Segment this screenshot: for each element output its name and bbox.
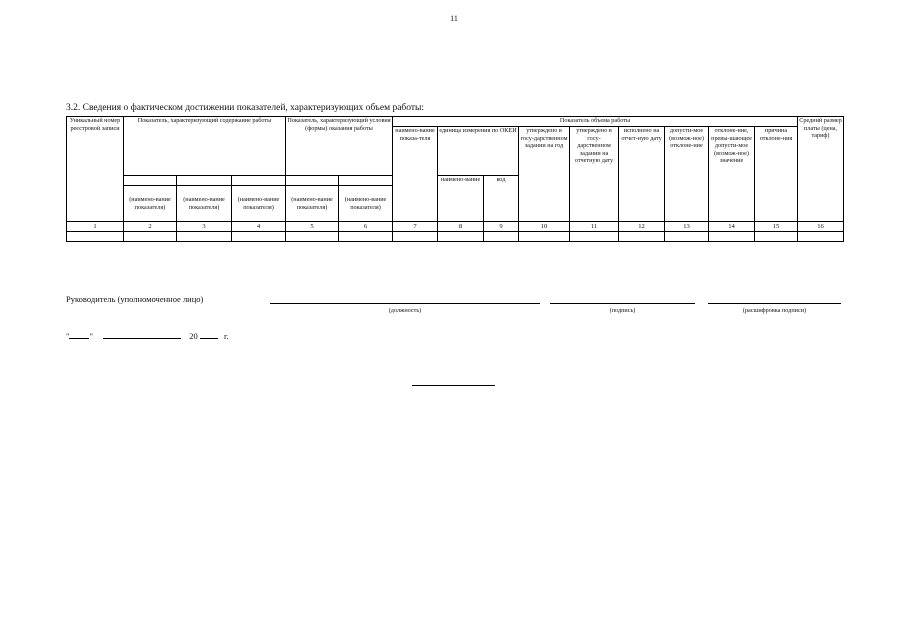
header-approved-report-date: утверждено в госу-дарственном задании на отчетную дату xyxy=(570,127,619,222)
column-number: 8 xyxy=(438,222,484,232)
date-line xyxy=(66,330,229,341)
column-number: 10 xyxy=(519,222,570,232)
table-row xyxy=(67,232,844,242)
page-number: 11 xyxy=(450,14,458,23)
decoding-line[interactable] xyxy=(708,303,841,304)
spacer-cell xyxy=(286,176,339,186)
year-prefix: 20 xyxy=(189,331,198,341)
header-unit-code: код xyxy=(484,176,519,222)
header-allowed-deviation: допусти-мое (возмож-ное) отклоне-ние xyxy=(665,127,709,222)
section-title: 3.2. Сведения о фактическом достижении показателей, характеризующих объем работы: xyxy=(66,103,425,113)
header-sub-indicator: (наимено-вание показателя) xyxy=(339,186,393,222)
header-sub-indicator: (наимено-вание показателя) xyxy=(232,186,286,222)
header-exceeding-deviation: отклоне-ние, превы-шающее допусти-мое (возмож-ное) значение xyxy=(709,127,755,222)
column-number: 1 xyxy=(67,222,124,232)
year-suffix: г. xyxy=(223,331,229,341)
data-cell[interactable] xyxy=(286,232,339,242)
header-deviation-reason: причина отклоне-ния xyxy=(755,127,798,222)
data-cell[interactable] xyxy=(709,232,755,242)
header-content-indicator: Показатель, характеризующий содержание работы xyxy=(124,117,286,176)
header-sub-indicator: (наимено-вание показателя) xyxy=(124,186,177,222)
header-unit-name: наимено-вание xyxy=(438,176,484,222)
data-cell[interactable] xyxy=(619,232,665,242)
data-cell[interactable] xyxy=(177,232,232,242)
data-cell[interactable] xyxy=(438,232,484,242)
quote-open: " xyxy=(66,331,70,341)
bottom-rule xyxy=(412,385,495,386)
data-cell[interactable] xyxy=(484,232,519,242)
header-registry-number: Уникальный номер реестровой записи xyxy=(67,117,124,222)
header-average-fee: Средний размер платы (цена, тариф) xyxy=(798,117,844,222)
spacer-cell xyxy=(177,176,232,186)
decoding-caption: (расшифровка подписи) xyxy=(742,307,807,314)
header-conditions-indicator: Показатель, характеризующий условия (формы) оказания работы xyxy=(286,117,393,176)
position-caption: (должность) xyxy=(388,307,422,314)
column-number: 5 xyxy=(286,222,339,232)
quote-close: " xyxy=(89,331,93,341)
column-number: 14 xyxy=(709,222,755,232)
column-number: 7 xyxy=(393,222,438,232)
column-number: 4 xyxy=(232,222,286,232)
data-cell[interactable] xyxy=(67,232,124,242)
column-number: 15 xyxy=(755,222,798,232)
data-cell[interactable] xyxy=(519,232,570,242)
signatory-label: Руководитель (уполномоченное лицо) xyxy=(66,294,204,304)
year-field[interactable] xyxy=(200,330,218,339)
header-approved-year: утверждено в госу-дарственном задании на год xyxy=(519,127,570,222)
column-number: 13 xyxy=(665,222,709,232)
signature-caption: (подпись) xyxy=(609,307,636,314)
header-sub-indicator: (наимено-вание показателя) xyxy=(177,186,232,222)
data-cell[interactable] xyxy=(665,232,709,242)
data-cell[interactable] xyxy=(339,232,393,242)
day-field[interactable] xyxy=(69,330,89,339)
position-line[interactable] xyxy=(270,303,540,304)
data-cell[interactable] xyxy=(393,232,438,242)
data-cell[interactable] xyxy=(232,232,286,242)
data-cell[interactable] xyxy=(570,232,619,242)
signature-line[interactable] xyxy=(550,303,695,304)
spacer-cell xyxy=(232,176,286,186)
data-cell[interactable] xyxy=(124,232,177,242)
column-number: 9 xyxy=(484,222,519,232)
column-number: 16 xyxy=(798,222,844,232)
column-number: 3 xyxy=(177,222,232,232)
data-cell[interactable] xyxy=(798,232,844,242)
header-sub-indicator: (наимено-вание показателя) xyxy=(286,186,339,222)
month-field[interactable] xyxy=(103,330,181,339)
spacer-cell xyxy=(339,176,393,186)
data-cell[interactable] xyxy=(755,232,798,242)
header-indicator-name: наимено-вание показа-теля xyxy=(393,127,438,222)
column-number: 12 xyxy=(619,222,665,232)
column-number: 11 xyxy=(570,222,619,232)
header-volume-indicator: Показатель объема работы xyxy=(393,117,798,127)
spacer-cell xyxy=(124,176,177,186)
column-number: 6 xyxy=(339,222,393,232)
work-volume-table xyxy=(66,116,844,242)
column-number: 2 xyxy=(124,222,177,232)
header-unit-okei: единица измерения по ОКЕИ xyxy=(438,127,519,176)
header-executed: исполнено на отчет-ную дату xyxy=(619,127,665,222)
